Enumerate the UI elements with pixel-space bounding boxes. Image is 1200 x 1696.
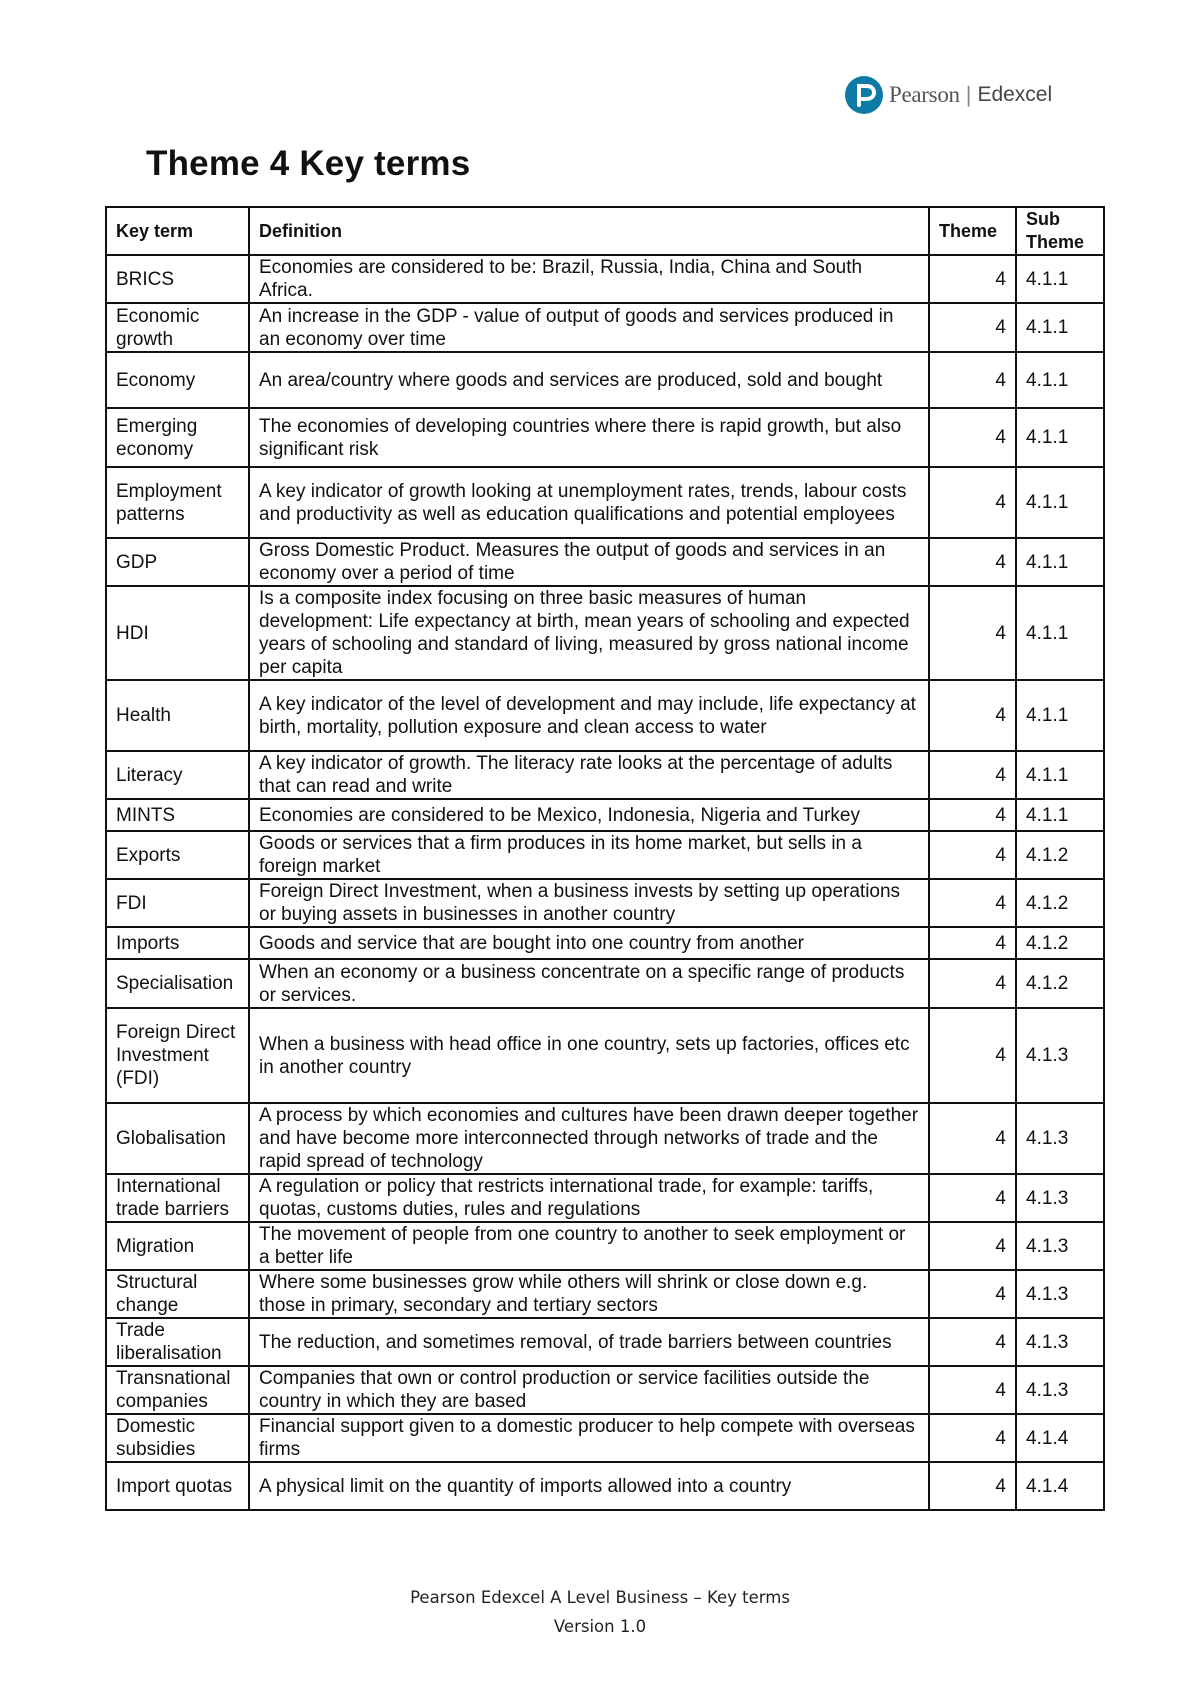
brand-name: Pearson xyxy=(889,82,960,107)
table-row xyxy=(106,1366,1104,1414)
term-cell: Economy xyxy=(106,352,249,408)
sub-theme-cell: 4.1.3 xyxy=(1016,1008,1104,1103)
term-cell: Trade liberalisation xyxy=(106,1318,249,1366)
definition-cell: When a business with head office in one country, sets up factories, offices etc in another country xyxy=(249,1008,929,1103)
theme-cell: 4 xyxy=(929,408,1016,467)
term-cell: Literacy xyxy=(106,751,249,799)
footer-title: Pearson Edexcel A Level Business – Key terms xyxy=(410,1588,790,1607)
definition-cell: A key indicator of the level of development and may include, life expectancy at birth, mortality, pollution exposure and clean access to water xyxy=(249,680,929,751)
theme-cell: 4 xyxy=(929,1174,1016,1222)
term-cell: Structural change xyxy=(106,1270,249,1318)
definition-cell: An area/country where goods and services are produced, sold and bought xyxy=(249,352,929,408)
table-row xyxy=(106,1008,1104,1103)
sub-theme-cell: 4.1.4 xyxy=(1016,1414,1104,1462)
sub-theme-cell: 4.1.3 xyxy=(1016,1174,1104,1222)
term-cell: Employment patterns xyxy=(106,467,249,538)
definition-cell: The movement of people from one country to another to seek employment or a better life xyxy=(249,1222,929,1270)
pearson-logo-icon xyxy=(845,76,883,114)
sub-brand-name: Edexcel xyxy=(977,83,1053,106)
definition-cell: When an economy or a business concentrate on a specific range of products or services. xyxy=(249,959,929,1008)
theme-cell: 4 xyxy=(929,927,1016,959)
table-row xyxy=(106,799,1104,831)
header-theme: Theme xyxy=(929,207,1016,255)
theme-cell: 4 xyxy=(929,1103,1016,1174)
sub-theme-cell: 4.1.1 xyxy=(1016,352,1104,408)
table-row xyxy=(106,680,1104,751)
table-header-row xyxy=(106,207,1104,255)
sub-theme-cell: 4.1.2 xyxy=(1016,927,1104,959)
sub-theme-cell: 4.1.1 xyxy=(1016,680,1104,751)
theme-cell: 4 xyxy=(929,1270,1016,1318)
theme-cell: 4 xyxy=(929,959,1016,1008)
definition-cell: Economies are considered to be Mexico, Indonesia, Nigeria and Turkey xyxy=(249,799,929,831)
term-cell: Globalisation xyxy=(106,1103,249,1174)
theme-cell: 4 xyxy=(929,255,1016,303)
theme-cell: 4 xyxy=(929,799,1016,831)
theme-cell: 4 xyxy=(929,1462,1016,1510)
table-row xyxy=(106,1270,1104,1318)
definition-cell: Foreign Direct Investment, when a business invests by setting up operations or buying assets in businesses in another country xyxy=(249,879,929,927)
term-cell: Exports xyxy=(106,831,249,879)
table-row xyxy=(106,303,1104,352)
sub-theme-cell: 4.1.1 xyxy=(1016,303,1104,352)
definition-cell: Gross Domestic Product. Measures the output of goods and services in an economy over a period of time xyxy=(249,538,929,586)
definition-cell: The reduction, and sometimes removal, of trade barriers between countries xyxy=(249,1318,929,1366)
brand-separator: | xyxy=(965,82,972,107)
term-cell: Emerging economy xyxy=(106,408,249,467)
term-cell: MINTS xyxy=(106,799,249,831)
definition-cell: Economies are considered to be: Brazil, Russia, India, China and South Africa. xyxy=(249,255,929,303)
table-row xyxy=(106,1318,1104,1366)
table-row xyxy=(106,408,1104,467)
sub-theme-cell: 4.1.2 xyxy=(1016,879,1104,927)
table-row xyxy=(106,255,1104,303)
sub-theme-cell: 4.1.1 xyxy=(1016,799,1104,831)
table-row xyxy=(106,927,1104,959)
term-cell: International trade barriers xyxy=(106,1174,249,1222)
sub-theme-cell: 4.1.1 xyxy=(1016,538,1104,586)
sub-theme-cell: 4.1.2 xyxy=(1016,831,1104,879)
term-cell: FDI xyxy=(106,879,249,927)
sub-theme-cell: 4.1.3 xyxy=(1016,1366,1104,1414)
definition-cell: Companies that own or control production or service facilities outside the country in which they are based xyxy=(249,1366,929,1414)
theme-cell: 4 xyxy=(929,831,1016,879)
definition-cell: An increase in the GDP - value of output of goods and services produced in an economy over time xyxy=(249,303,929,352)
table-row xyxy=(106,1414,1104,1462)
sub-theme-cell: 4.1.1 xyxy=(1016,751,1104,799)
sub-theme-cell: 4.1.3 xyxy=(1016,1318,1104,1366)
sub-theme-cell: 4.1.1 xyxy=(1016,255,1104,303)
theme-cell: 4 xyxy=(929,1008,1016,1103)
definition-cell: The economies of developing countries where there is rapid growth, but also significant risk xyxy=(249,408,929,467)
theme-cell: 4 xyxy=(929,467,1016,538)
definition-cell: Is a composite index focusing on three basic measures of human development: Life expectancy at birth, mean years of schooling and expected years of schooling and standard of living, measured by gross national income per capita xyxy=(249,586,929,680)
theme-cell: 4 xyxy=(929,586,1016,680)
pearson-edexcel-logo xyxy=(845,76,1052,114)
definition-cell: Goods or services that a firm produces in its home market, but sells in a foreign market xyxy=(249,831,929,879)
table-row xyxy=(106,831,1104,879)
definition-cell: Financial support given to a domestic producer to help compete with overseas firms xyxy=(249,1414,929,1462)
theme-cell: 4 xyxy=(929,751,1016,799)
definition-cell: A physical limit on the quantity of imports allowed into a country xyxy=(249,1462,929,1510)
definition-cell: A process by which economies and cultures have been drawn deeper together and have become more interconnected through networks of trade and the rapid spread of technology xyxy=(249,1103,929,1174)
theme-cell: 4 xyxy=(929,538,1016,586)
term-cell: Import quotas xyxy=(106,1462,249,1510)
sub-theme-cell: 4.1.3 xyxy=(1016,1222,1104,1270)
table-row xyxy=(106,959,1104,1008)
table-row xyxy=(106,1462,1104,1510)
term-cell: Specialisation xyxy=(106,959,249,1008)
theme-cell: 4 xyxy=(929,1414,1016,1462)
term-cell: Migration xyxy=(106,1222,249,1270)
table-row xyxy=(106,879,1104,927)
term-cell: Economic growth xyxy=(106,303,249,352)
definition-cell: Where some businesses grow while others will shrink or close down e.g. those in primary, secondary and tertiary sectors xyxy=(249,1270,929,1318)
sub-theme-cell: 4.1.3 xyxy=(1016,1103,1104,1174)
table-row xyxy=(106,467,1104,538)
sub-theme-cell: 4.1.3 xyxy=(1016,1270,1104,1318)
header-sub-theme: Sub Theme xyxy=(1016,207,1104,255)
definition-cell: A regulation or policy that restricts international trade, for example: tariffs, quotas, customs duties, rules and regulations xyxy=(249,1174,929,1222)
term-cell: BRICS xyxy=(106,255,249,303)
theme-cell: 4 xyxy=(929,303,1016,352)
term-cell: GDP xyxy=(106,538,249,586)
term-cell: HDI xyxy=(106,586,249,680)
key-terms-table xyxy=(105,206,1105,1511)
table-row xyxy=(106,586,1104,680)
definition-cell: A key indicator of growth. The literacy rate looks at the percentage of adults that can read and write xyxy=(249,751,929,799)
term-cell: Health xyxy=(106,680,249,751)
table-row xyxy=(106,538,1104,586)
footer-version: Version 1.0 xyxy=(553,1617,647,1636)
sub-theme-cell: 4.1.2 xyxy=(1016,959,1104,1008)
sub-theme-cell: 4.1.1 xyxy=(1016,586,1104,680)
sub-theme-cell: 4.1.1 xyxy=(1016,467,1104,538)
theme-cell: 4 xyxy=(929,1222,1016,1270)
table-row xyxy=(106,751,1104,799)
theme-cell: 4 xyxy=(929,879,1016,927)
theme-cell: 4 xyxy=(929,352,1016,408)
table-row xyxy=(106,1103,1104,1174)
term-cell: Imports xyxy=(106,927,249,959)
sub-theme-cell: 4.1.4 xyxy=(1016,1462,1104,1510)
term-cell: Foreign Direct Investment (FDI) xyxy=(106,1008,249,1103)
header-definition: Definition xyxy=(249,207,929,255)
theme-cell: 4 xyxy=(929,1318,1016,1366)
table-row xyxy=(106,1222,1104,1270)
header-key-term: Key term xyxy=(106,207,249,255)
sub-theme-cell: 4.1.1 xyxy=(1016,408,1104,467)
definition-cell: A key indicator of growth looking at unemployment rates, trends, labour costs and productivity as well as education qualifications and potential employees xyxy=(249,467,929,538)
table-row xyxy=(106,1174,1104,1222)
theme-cell: 4 xyxy=(929,680,1016,751)
term-cell: Domestic subsidies xyxy=(106,1414,249,1462)
table-row xyxy=(106,352,1104,408)
term-cell: Transnational companies xyxy=(106,1366,249,1414)
theme-cell: 4 xyxy=(929,1366,1016,1414)
page-title: Theme 4 Key terms xyxy=(146,144,471,183)
definition-cell: Goods and service that are bought into one country from another xyxy=(249,927,929,959)
